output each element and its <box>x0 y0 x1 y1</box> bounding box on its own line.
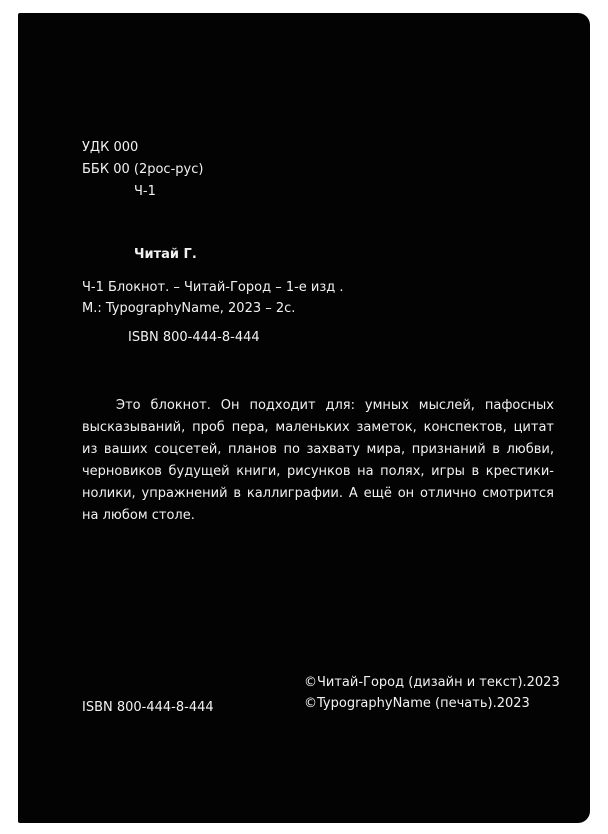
isbn-top: ISBN 800-444-8-444 <box>128 330 260 345</box>
bibliographic-title-line: Ч-1 Блокнот. – Читай-Город – 1-е изд . <box>82 280 344 295</box>
notebook-back-cover <box>18 13 590 823</box>
description-paragraph: Это блокнот. Он подходит для: умных мыслей, пафосных высказываний, проб пера, маленьких заметок, конспектов, цитат из ваших соцсетей, планов по захвату мира, признаний в любви, черновиков будущей книги, рисунков на полях, игры в крестики-нолики, упражнений в каллиграфии. А ещё он отлично смотрится на любом столе. <box>82 398 554 523</box>
author-name: Читай Г. <box>134 247 197 262</box>
author-sign-code: Ч-1 <box>134 184 156 199</box>
copyright-design: ©Читай-Город (дизайн и текст).2023 <box>304 675 560 690</box>
udk-code: УДК 000 <box>82 140 139 155</box>
isbn-bottom: ISBN 800-444-8-444 <box>82 700 214 715</box>
bbk-code: ББК 00 (2рос-рус) <box>82 162 204 177</box>
publisher-line: М.: TypographyName, 2023 – 2с. <box>82 301 296 316</box>
copyright-print: ©TypographyName (печать).2023 <box>304 696 530 711</box>
